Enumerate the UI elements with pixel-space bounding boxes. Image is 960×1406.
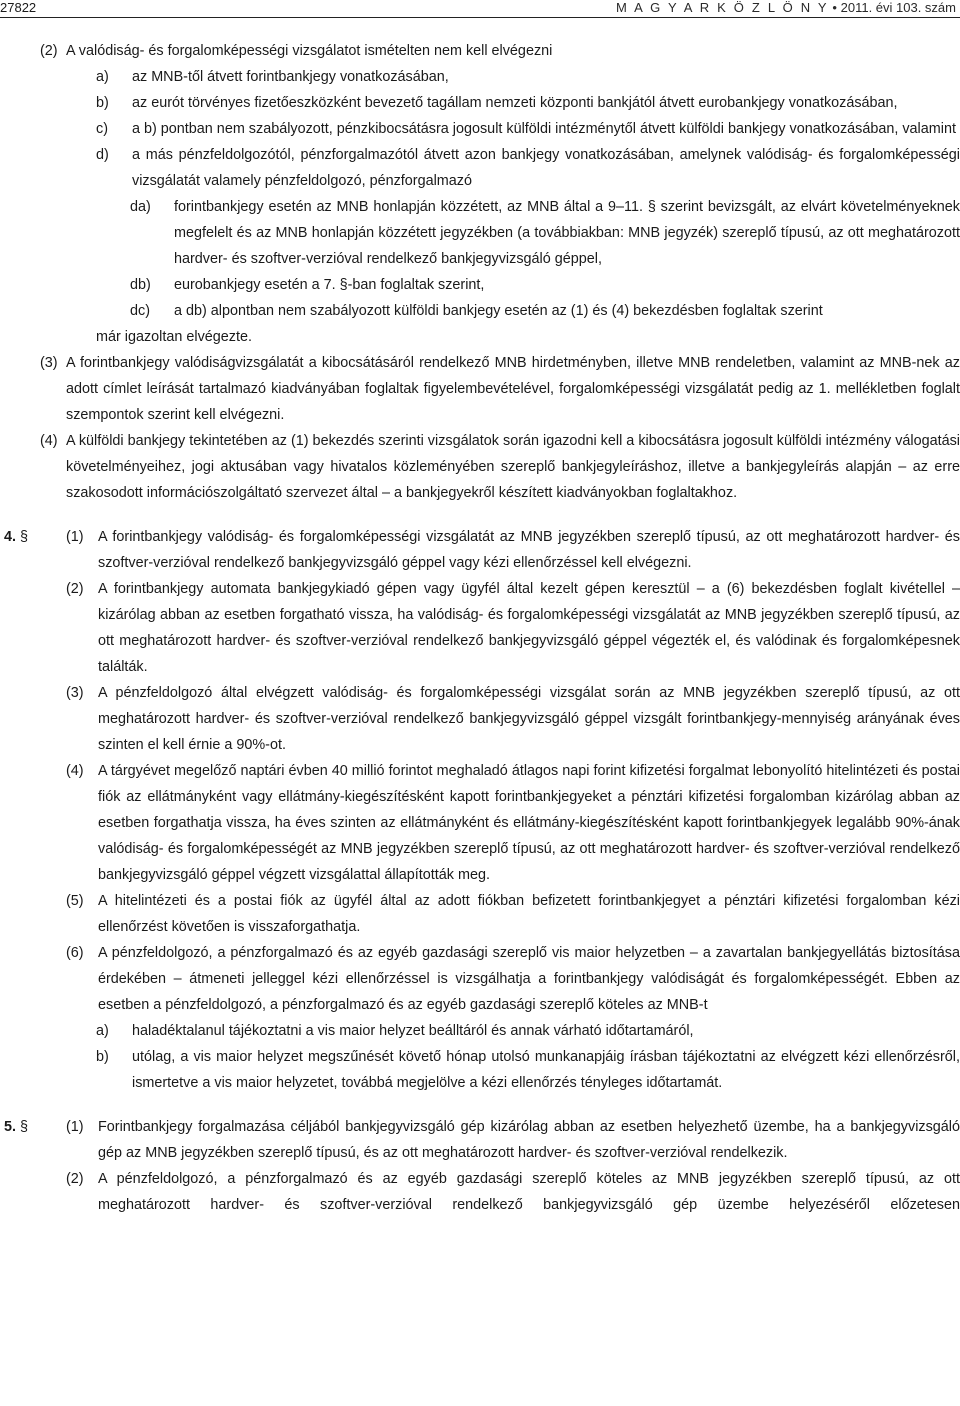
paragraph-label: (2) [66, 581, 84, 597]
point-text: az eurót törvényes fizetőeszközként bevezető tagállam nemzeti központi bankjától átvett eurobankjegy vonatkozásában, [132, 95, 898, 111]
point-b [96, 1044, 960, 1096]
paragraph-label: (5) [66, 893, 84, 909]
section-5-paragraph-1 [4, 1114, 960, 1166]
section-gap [0, 506, 960, 524]
paragraph-label: (2) [66, 1171, 84, 1187]
section-4-paragraph-4 [66, 758, 960, 888]
subpoint-dc [130, 298, 960, 324]
paragraph-text: A forintbankjegy valódiságvizsgálatát a kibocsátásáról rendelkező MNB hirdetményben, illetve MNB rendeletben, valamint az MNB-nek az adott címlet leírását tartalmazó kiadványában foglaltak figyelembevételével, forgalomképességi vizsgálatát pedig az 1. mellékletben foglalt szempontok szerint kell elvégezni. [66, 355, 960, 423]
section-number: 4. [4, 529, 17, 545]
paragraph-text: A forintbankjegy valódiság- és forgalomképességi vizsgálatát az MNB jegyzékben szereplő típusú, az ott meghatározott hardver- és szoftver-verzióval rendelkező bankjegyvizsgáló géppel vagy kézi ellenőrzéssel kell elvégezni. [98, 529, 960, 571]
point-text: a más pénzfeldolgozótól, pénzforgalmazótól átvett azon bankjegy vonatkozásában, amelynek valódiság- és forgalomképességi vizsgálatát valamely pénzfeldolgozó, pénzforgalmazó [132, 147, 960, 189]
paragraph-3-4 [40, 428, 960, 506]
point-b [96, 90, 960, 116]
paragraph-text: A pénzfeldolgozó által elvégzett valódiság- és forgalomképességi vizsgálat során az MNB jegyzékben szereplő típusú, az ott meghatározott hardver- és szoftver-verzióval rendelkező bankjegyvizsgáló géppel vizsgált forintbankjegy-mennyiség arányának éves szinten el kell érnie a 90%-ot. [98, 685, 960, 753]
point-text: utólag, a vis maior helyzet megszűnését követő hónap utolsó munkanapjáig írásban tájékoztatni az elvégzett kézi ellenőrzésről, ismertetve a vis maior helyzetet, továbbá megjelölve a kézi ellenőrzés tényleges időtartamát. [132, 1049, 960, 1091]
paragraph-label: (1) [66, 529, 84, 545]
subpoint-text: forintbankjegy esetén az MNB honlapján közzétett, az MNB által a 9–11. § szerint bevizsgált, az elvárt követelményeknek megfelelt és az MNB honlapján közzétett jegyzékben (a továbbiakban: MNB jegyzék) szereplő típusú, az ott meghatározott hardver- és szoftver-verzióval rendelkező bankjegyvizsgáló géppel, [174, 199, 960, 267]
paragraph-text: A pénzfeldolgozó, a pénzforgalmazó és az egyéb gazdasági szereplő vis maior helyzetben – a zavartalan bankjegyellátás biztosítása érdekében – átmeneti jelleggel kézi ellenőrzéssel is vizsgálhatja a forintbankjegy valódiságát és forgalomképességét. Ebben az esetben a pénzfeldolgozó, a pénzforgalmazó és az egyéb gazdasági szereplő köteles az MNB-t [98, 945, 960, 1013]
document-body [0, 38, 960, 1218]
paragraph-text: A forintbankjegy automata bankjegykiadó gépen vagy ügyfél által kezelt gépen keresztül – a (6) bekezdésben foglalt kivétellel – kizárólag abban az esetben forgatható vissza, ha valódiság- és forgalomképességi vizsgálatát az MNB jegyzékben szereplő típusú, az ott meghatározott hardver- és szoftver-verzióval rendelkező bankjegyvizsgáló géppel végezték el, és valódinak és forgalomképesnek találták. [98, 581, 960, 675]
subpoint-label: dc) [130, 303, 150, 319]
point-label: c) [96, 121, 108, 137]
point-text: a b) pontban nem szabályozott, pénzkibocsátásra jogosult külföldi intézménytől átvett külföldi bankjegy vonatkozásában, valamint [132, 121, 956, 137]
section-5-paragraph-2 [66, 1166, 960, 1218]
page-number: 27822 [0, 0, 37, 15]
paragraph-label: (4) [66, 763, 84, 779]
point-a [96, 1018, 960, 1044]
paragraph-label: (1) [66, 1119, 84, 1135]
paragraph-text: A hitelintézeti és a postai fiók az ügyfél által az adott fiókban befizetett forintbankjegyet a pénztári kifizetési forgalomban kézi ellenőrzést követően is visszaforgathatja. [98, 893, 960, 935]
point-a [96, 64, 960, 90]
point-c [96, 116, 960, 142]
section-gap [0, 1096, 960, 1114]
subpoint-label: db) [130, 277, 151, 293]
point-text: haladéktalanul tájékoztatni a vis maior helyzet beálltáról és annak várható időtartamáról, [132, 1023, 694, 1039]
paragraph-label: (3) [66, 685, 84, 701]
section-4-paragraph-6 [66, 940, 960, 1018]
subpoint-label: da) [130, 199, 151, 215]
paragraph-label: (3) [40, 355, 58, 371]
paragraph-text: A külföldi bankjegy tekintetében az (1) bekezdés szerinti vizsgálatok során igazodni kell a kibocsátásra jogosult külföldi intézmény válogatási követelményeihez, jogi aktusában vagy hivatalos közleményében szereplő bankjegyleíráshoz, illetve a bankjegyleírás alapján – az erre szakosodott információszolgáltató szervezet által – a bankjegyekről készített kiadványokban foglaltakhoz. [66, 433, 960, 501]
point-text: az MNB-től átvett forintbankjegy vonatkozásában, [132, 69, 449, 85]
section-4-paragraph-3 [66, 680, 960, 758]
paragraph-text: A pénzfeldolgozó, a pénzforgalmazó és az egyéb gazdasági szereplő köteles az MNB jegyzékben szereplő típusú, az ott meghatározott hardver- és szoftver-verzióval rendelkező bankjegyvizsgáló gép üzembe helyezéséről előzetesen [98, 1171, 960, 1213]
paragraph-3-2 [40, 38, 960, 64]
section-4-paragraph-1 [4, 524, 960, 576]
point-label: b) [96, 95, 109, 111]
header-bullet: • [832, 0, 837, 15]
journal-name: M A G Y A R K Ö Z L Ö N Y [616, 0, 829, 15]
point-label: d) [96, 147, 109, 163]
point-label: a) [96, 69, 109, 85]
issue-number: 2011. évi 103. szám [840, 0, 956, 15]
header-rule [0, 17, 960, 18]
page-header [0, 0, 960, 20]
paragraph-3-3 [40, 350, 960, 428]
paragraph-text: A valódiság- és forgalomképességi vizsgálatot ismételten nem kell elvégezni [66, 43, 553, 59]
journal-issue [616, 0, 956, 16]
section-sign: § [20, 1119, 29, 1135]
paragraph-closing: már igazoltan elvégezte. [96, 329, 252, 345]
point-d [96, 142, 960, 194]
section-4-paragraph-5 [66, 888, 960, 940]
point-label: b) [96, 1049, 109, 1065]
point-label: a) [96, 1023, 109, 1039]
paragraph-text: A tárgyévet megelőző naptári évben 40 millió forintot meghaladó átlagos napi forint kifizetési forgalmat lebonyolító hitelintézeti és postai fiók az ellátmányként vagy ellátmány-kiegészítésként kapott forintbankjegyeket a pénztári kifizetési forgalomban kizárólag abban az esetben forgathatja vissza, ha éves szinten az ellátmányként és ellátmány-kiegészítésként kapott forintbankjegyek legalább 90%-ának valódiság- és forgalomképességét az MNB jegyzékben szereplő típusú, az ott meghatározott hardver- és szoftver-verzióval rendelkező bankjegyvizsgáló géppel végzett vizsgálattal állapították meg. [98, 763, 960, 883]
section-number: 5. [4, 1119, 17, 1135]
paragraph-label: (2) [40, 43, 58, 59]
paragraph-label: (4) [40, 433, 58, 449]
section-sign: § [20, 529, 29, 545]
section-4-paragraph-2 [66, 576, 960, 680]
subpoint-db [130, 272, 960, 298]
paragraph-label: (6) [66, 945, 84, 961]
subpoint-text: a db) alpontban nem szabályozott külföldi bankjegy esetén az (1) és (4) bekezdésben foglaltak szerint [174, 303, 823, 319]
subpoint-da [130, 194, 960, 272]
subpoint-text: eurobankjegy esetén a 7. §-ban foglaltak szerint, [174, 277, 485, 293]
paragraph-text: Forintbankjegy forgalmazása céljából bankjegyvizsgáló gép kizárólag abban az esetben helyezhető üzembe, ha a bankjegyvizsgáló gép az MNB jegyzékben szereplő típusú, és az ott meghatározott hardver- és szoftver-verzióval rendelkezik. [98, 1119, 960, 1161]
